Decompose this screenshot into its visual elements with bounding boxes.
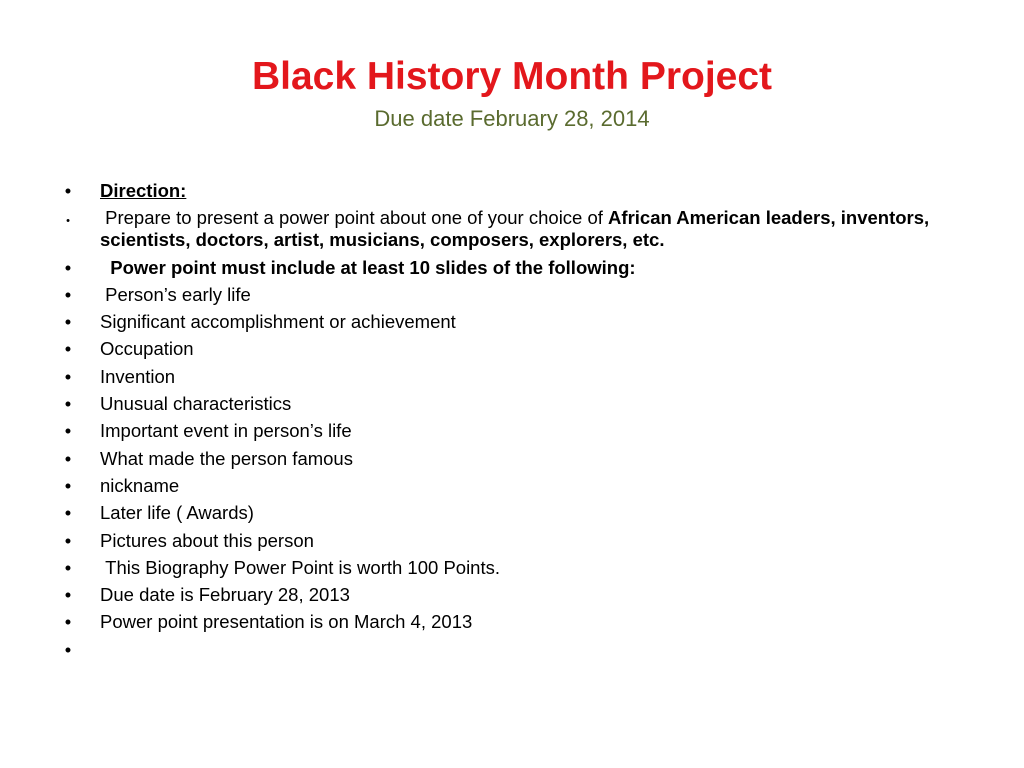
list-item-direction (58, 180, 958, 202)
early-life-text: Person’s early life (100, 283, 251, 305)
famous-text: What made the person famous (100, 447, 353, 469)
slide-subtitle: Due date February 28, 2014 (374, 106, 650, 131)
pictures-text: Pictures about this person (100, 529, 314, 551)
bullet-icon: • (64, 556, 72, 578)
list-item-unusual (58, 393, 958, 415)
bullet-icon: • (64, 180, 72, 201)
bullet-icon: • (64, 502, 72, 524)
bullet-icon: • (64, 447, 72, 469)
presentation-date-text: Power point presentation is on March 4, 2013 (100, 611, 473, 633)
important-event-text: Important event in person’s life (100, 420, 352, 442)
list-item-presentation-date (58, 611, 958, 633)
list-item-due-date (58, 584, 958, 606)
occupation-text: Occupation (100, 338, 194, 360)
list-item-prepare (58, 207, 958, 251)
later-life-text: Later life ( Awards) (100, 502, 254, 524)
direction-heading: Direction: (100, 180, 187, 201)
bullet-icon: • (64, 584, 72, 606)
list-item-invention (58, 366, 958, 388)
due-date-text: Due date is February 28, 2013 (100, 584, 350, 606)
empty-text (100, 639, 105, 660)
list-item-empty (58, 639, 958, 661)
title-block (0, 52, 1024, 134)
prepare-text: Prepare to present a power point about one of your choice of (100, 207, 609, 229)
list-item-worth (58, 557, 958, 579)
slide-title: Black History Month Project (251, 55, 773, 98)
bullet-icon: • (64, 638, 72, 660)
bullet-icon: • (64, 256, 72, 278)
list-item-occupation (58, 338, 958, 360)
bullet-icon: • (64, 393, 72, 415)
bullet-icon: • (64, 283, 72, 305)
bullet-icon: • (64, 365, 72, 387)
bullet-list (58, 180, 958, 666)
bullet-icon: • (64, 474, 72, 496)
bullet-icon: • (64, 420, 72, 442)
worth-text: This Biography Power Point is worth 100 Points. (100, 556, 500, 578)
accomplishment-text: Significant accomplishment or achievement (100, 311, 456, 333)
bullet-icon: • (64, 611, 72, 633)
bullet-icon: • (64, 311, 72, 333)
list-item-accomplishment (58, 311, 958, 333)
bullet-icon: • (66, 215, 70, 228)
must-include-text: Power point must include at least 10 slides of the following: (100, 256, 636, 278)
invention-text: Invention (100, 365, 176, 387)
nickname-text: nickname (100, 474, 180, 496)
bullet-icon: • (64, 529, 72, 551)
list-item-pictures (58, 530, 958, 552)
list-item-early-life (58, 284, 958, 306)
bullet-icon: • (64, 338, 72, 360)
unusual-text: Unusual characteristics (100, 393, 292, 415)
list-item-nickname (58, 475, 958, 497)
list-item-must-include (58, 257, 958, 279)
list-item-famous (58, 448, 958, 470)
list-item-later-life (58, 502, 958, 524)
list-item-important-event (58, 420, 958, 442)
prepare-bold-text: African American leaders, inventors, scientists, doctors, artist, musicians, composers, explorers, etc. (100, 207, 930, 251)
